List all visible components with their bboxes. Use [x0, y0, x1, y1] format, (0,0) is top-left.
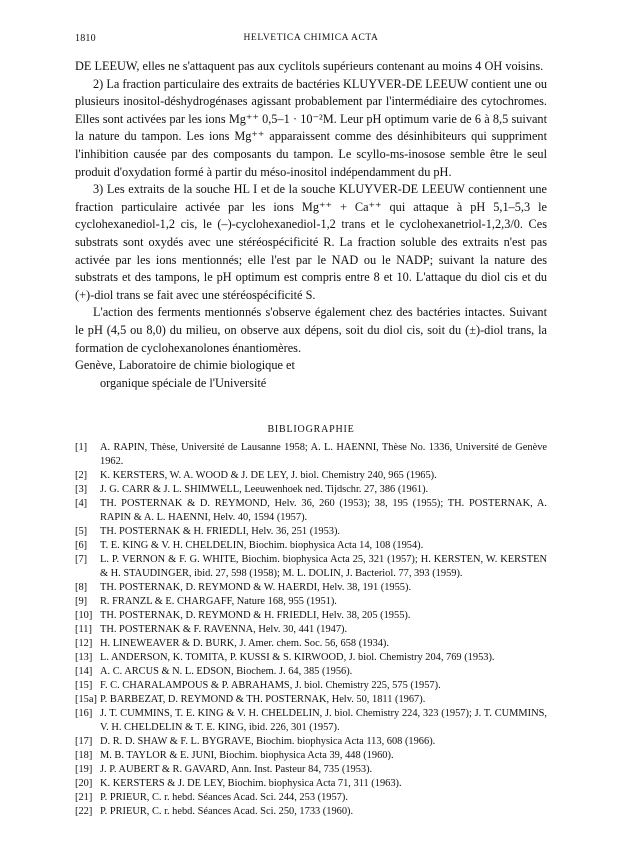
journal-title: HELVETICA CHIMICA ACTA [243, 33, 379, 43]
reference-text: H. LINEWEAVER & D. BURK, J. Amer. chem. Soc. 56, 658 (1934). [100, 638, 389, 649]
reference-item [75, 679, 547, 693]
affiliation-line-1: Genève, Laboratoire de chimie biologique et [75, 358, 295, 373]
reference-item [75, 483, 547, 497]
reference-text: P. PRIEUR, C. r. hebd. Séances Acad. Sci. 250, 1733 (1960). [100, 806, 354, 817]
reference-number: [4] [75, 498, 88, 509]
reference-item [75, 623, 547, 637]
reference-number: [21] [75, 792, 93, 803]
reference-text: D. R. D. SHAW & F. L. BYGRAVE, Biochim. biophysica Acta 113, 608 (1966). [100, 736, 436, 747]
reference-number: [20] [75, 778, 93, 789]
paragraph-point-3: 3) Les extraits de la souche HL I et de la souche KLUYVER-DE LEEUW contiennent une fraction particulaire activée par les ions Mg⁺⁺ + Ca⁺⁺ qui attaque à pH 5,1–5,3 le cyclohexanediol-1,2 cis, le (–)-cyclohexanediol-1,2 trans et le cyclohexanetriol-1,2,3/0. Ces substrats sont oxydés avec une stéréospécificité R. La fraction soluble des extraits n'est pas activée par les ions mentionnés; elle l'est par le NAD ou le NADP; suivant la nature des substrats et des tampons, le pH optimum est compris entre 8 et 10. L'attaque du diol cis et du (+)-diol trans se fait avec une stéréospécificité S. [75, 182, 547, 302]
reference-text: J. G. CARR & J. L. SHIMWELL, Leeuwenhoek ned. Tijdschr. 27, 386 (1961). [100, 484, 429, 495]
reference-number: [15] [75, 680, 93, 691]
reference-number: [19] [75, 764, 93, 775]
reference-number: [18] [75, 750, 93, 761]
reference-text: P. PRIEUR, C. r. hebd. Séances Acad. Sci. 244, 253 (1957). [100, 792, 348, 803]
affiliation [75, 357, 547, 392]
reference-text: K. KERSTERS & J. DE LEY, Biochim. biophysica Acta 71, 311 (1963). [100, 778, 402, 789]
paragraph-continued: DE LEEUW, elles ne s'attaquent pas aux cyclitols supérieurs contenant au moins 4 OH voisins. [75, 59, 544, 73]
reference-item [75, 735, 547, 749]
reference-item [75, 665, 547, 679]
reference-text: L. ANDERSON, K. TOMITA, P. KUSSI & S. KIRWOOD, J. biol. Chemistry 204, 769 (1953). [100, 652, 495, 663]
reference-number: [17] [75, 736, 93, 747]
reference-number: [5] [75, 526, 88, 537]
reference-item [75, 637, 547, 651]
reference-number: [6] [75, 540, 88, 551]
reference-text: J. T. CUMMINS, T. E. KING & V. H. CHELDELIN, J. biol. Chemistry 224, 323 (1957); J. T. CUMMINS, V. H. CHELDELIN & T. E. KING, ibid. 226, 301 (1957). [100, 708, 547, 733]
reference-number: [1] [75, 442, 88, 453]
reference-item [75, 469, 547, 483]
paragraph-intact-bacteria: L'action des ferments mentionnés s'observe également chez des bactéries intactes. Suivant le pH (4,5 ou 8,0) du milieu, on observe aux dépens, soit du diol cis, soit du (±)-diol trans, la formation de cyclohexanolones énantiomères. [75, 305, 547, 355]
bibliography-heading: BIBLIOGRAPHIE [267, 424, 355, 435]
reference-text: TH. POSTERNAK & D. REYMOND, Helv. 36, 260 (1953); 38, 195 (1955); TH. POSTERNAK, A. RAPIN & A. L. HAENNI, Helv. 40, 1594 (1957). [100, 498, 547, 523]
reference-number: [7] [75, 554, 88, 565]
reference-text: TH. POSTERNAK & H. FRIEDLI, Helv. 36, 251 (1953). [100, 526, 341, 537]
reference-text: R. FRANZL & E. CHARGAFF, Nature 168, 955 (1951). [100, 596, 337, 607]
reference-number: [10] [75, 610, 93, 621]
running-header [75, 33, 547, 47]
reference-number: [22] [75, 806, 93, 817]
reference-item [75, 707, 547, 735]
reference-item [75, 791, 547, 805]
reference-number: [2] [75, 470, 88, 481]
reference-text: TH. POSTERNAK & F. RAVENNA, Helv. 30, 441 (1947). [100, 624, 348, 635]
reference-item [75, 441, 547, 469]
reference-text: P. BARBEZAT, D. REYMOND & TH. POSTERNAK, Helv. 50, 1811 (1967). [100, 694, 426, 705]
reference-text: K. KERSTERS, W. A. WOOD & J. DE LEY, J. biol. Chemistry 240, 965 (1965). [100, 470, 437, 481]
reference-text: F. C. CHARALAMPOUS & P. ABRAHAMS, J. biol. Chemistry 225, 575 (1957). [100, 680, 441, 691]
reference-number: [11] [75, 624, 92, 635]
reference-number: [12] [75, 638, 93, 649]
paragraph-point-2: 2) La fraction particulaire des extraits de bactéries KLUYVER-DE LEEUW contient une ou plusieurs inositol-déshydrogénases agissant probablement par l'intermédiaire des cytochromes. Elles sont activées par les ions Mg⁺⁺ 0,5–1 · 10⁻²M. Leur pH optimum varie de 6 à 8,5 suivant la nature du tampon. Les ions Mg⁺⁺ apparaissent comme des désinhibiteurs qui suppriment l'inhibition causée par des composants du tampon. Le scyllo-ms-inosose semble être le seul produit d'oxydation formé à partir du méso-inositol indépendamment du pH. [75, 76, 547, 179]
reference-number: [16] [75, 708, 93, 719]
reference-number: [3] [75, 484, 88, 495]
reference-number: [9] [75, 596, 88, 607]
reference-number: [15a] [75, 694, 97, 705]
reference-text: L. P. VERNON & F. G. WHITE, Biochim. biophysica Acta 25, 321 (1957); H. KERSTEN, W. KERSTEN & H. STAUDINGER, ibid. 27, 598 (1958); M. L. DOLIN, J. Bacteriol. 77, 393 (1959). [100, 554, 547, 579]
reference-item [75, 651, 547, 665]
reference-item [75, 777, 547, 791]
reference-item [75, 581, 547, 595]
reference-number: [13] [75, 652, 93, 663]
reference-item [75, 749, 547, 763]
reference-text: M. B. TAYLOR & E. JUNI, Biochim. biophysica Acta 39, 448 (1960). [100, 750, 394, 761]
reference-item [75, 497, 547, 525]
reference-item [75, 763, 547, 777]
reference-text: J. P. AUBERT & R. GAVARD, Ann. Inst. Pasteur 84, 735 (1953). [100, 764, 373, 775]
reference-text: A. RAPIN, Thèse, Université de Lausanne 1958; A. L. HAENNI, Thèse No. 1336, Université de Genève 1962. [100, 442, 547, 467]
reference-item [75, 609, 547, 623]
reference-item [75, 595, 547, 609]
reference-text: TH. POSTERNAK, D. REYMOND & H. FRIEDLI, Helv. 38, 205 (1955). [100, 610, 411, 621]
reference-item [75, 539, 547, 553]
reference-text: T. E. KING & V. H. CHELDELIN, Biochim. biophysica Acta 14, 108 (1954). [100, 540, 424, 551]
reference-number: [14] [75, 666, 93, 677]
reference-number: [8] [75, 582, 88, 593]
reference-text: A. C. ARCUS & N. L. EDSON, Biochem. J. 64, 385 (1956). [100, 666, 353, 677]
page-number: 1810 [75, 33, 96, 44]
body-text [75, 58, 547, 392]
reference-item [75, 805, 547, 819]
reference-text: TH. POSTERNAK, D. REYMOND & W. HAERDI, Helv. 38, 191 (1955). [100, 582, 412, 593]
reference-item [75, 693, 547, 707]
reference-item [75, 525, 547, 539]
affiliation-line-2: organique spéciale de l'Université [100, 375, 267, 390]
reference-list [75, 441, 547, 819]
reference-item [75, 553, 547, 581]
